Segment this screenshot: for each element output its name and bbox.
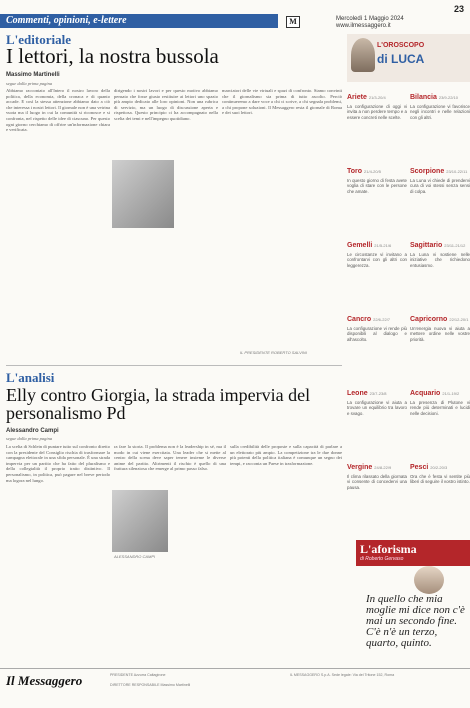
sign-dates: 21/1-19/2 [442,391,460,396]
editoriale-author: Massimo Martinelli [6,72,60,78]
astrologer-avatar [351,38,375,72]
aforisma-portrait [414,566,444,594]
sign-dates: 23/7-23/8 [369,391,387,396]
editoriale-section: L'editoriale [6,32,71,47]
footer-imprint-3: IL MESSAGGERO S.p.A. Sede legale: Via del Tritone 152, Roma [290,673,395,677]
aforisma-quote: In quello che mia moglie mi dice non c'è mai un secondo fine. C'è n'è un terzo, quarto, quinto. [366,593,465,649]
sign-text: Il clima rilassato della giornata vi consente di concedervi una pausa. [347,474,407,490]
section-band-label: Commenti, opinioni, e-lettere [6,15,127,26]
footer-brand: Il Messaggero [6,673,83,688]
sign-dates: 23/9-22/10 [438,95,458,100]
horoscope-sign-scorpione [410,160,470,226]
horoscope-sign-capricorno [410,308,470,374]
masthead-logo: M [286,16,300,28]
horoscope-sign-leone [347,382,407,448]
sign-text: La configurazione di oggi vi invita a non perdere tempo e a essere concreti nelle scelte. [347,104,407,120]
sign-text: La Luna vi chiede di prendervi cura di voi stessi senza sensi di colpa. [410,178,470,194]
sign-text: La configurazione vi favorisce negli incontri e nelle relazioni con gli altri. [410,104,470,120]
sign-dates: 20/2-20/3 [430,465,448,470]
aforisma-header [356,540,470,566]
horoscope-sign-toro [347,160,407,226]
sign-text: In questo giorno di festa avete voglia di stare con le persone che amate. [347,178,407,194]
analisi-text-2: ra fare la storia. Il problema non è la leadership in sé, ma il modo in cui viene esercitata. Una leader che si mette al centro della scena deve saper tenere insieme le diverse anime del partito. Altrimenti il rischio è quello di una frattura silenziosa che emerge al primo passo falso. [114,444,226,472]
analisi-author: Alessandro Campi [6,428,59,434]
editoriale-text-3: marciatori delle vie virtuali e spazi di confronto. Siamo convinti che il giornalismo sia prima di tutto ascolto. Perciò continueremo a dare voce a chi ci scrive, a chi segnala problemi, a chi propone soluzioni. Il Messaggero resta il giornale di Roma e dei suoi lettori. [222,88,342,116]
sign-dates: 23/10-22/11 [446,169,468,174]
section-band [0,14,278,28]
aforisma-box [356,540,470,660]
sign-text: La presenza di Plutone vi rende più determinati e lucidi nelle decisioni. [410,400,470,416]
editoriale-col-3 [222,88,342,360]
analisi-text-3: sulla credibilità delle proposte e sulla capacità di parlare a un elettorato più ampio. La competizione tra le due donne più potenti della politica italiana è comunque un segno dei tempi, e racconta un Paese in trasformazione. [230,444,342,466]
analisi-col-1 [6,444,110,664]
sign-text: La configurazione vi aiuta a trovare un equilibrio tra lavoro e svago. [347,400,407,416]
sign-dates: 24/8-22/9 [374,465,392,470]
masthead-small [286,16,466,28]
sign-text: La configurazione vi rende più disponibili al dialogo e all'ascolto. [347,326,407,342]
editoriale-headline: I lettori, la nostra bussola [6,44,219,68]
horoscope-sign-cancro [347,308,407,374]
sign-dates: 22/12-20/1 [449,317,469,322]
horoscope-sign-bilancia [410,86,470,152]
sign-name: Vergine [347,464,373,471]
footer-imprint-2: DIRETTORE RESPONSABILE Massimo Martinelli [110,683,191,687]
page-number: 23 [454,4,465,14]
sign-dates: 21/4-20/5 [364,169,381,174]
sign-name: Bilancia [410,94,437,101]
horoscope-sign-vergine [347,456,407,522]
aforisma-title: L'aforisma [360,542,417,556]
editoriale-photo [112,160,174,228]
analisi-section: L'analisi [6,370,55,385]
analisi-headline: Elly contro Giorgia, la strada impervia del personalismo Pd [6,385,311,423]
sign-text: Ora che è festa vi sentite più liberi di seguire il vostro istinto. [410,474,470,485]
sign-name: Scorpione [410,168,445,175]
analisi-photo-caption: ALESSANDRO CAMPI [114,554,156,559]
horoscope-sign-sagittario [410,234,470,300]
sign-text: Un'energia nuova vi aiuta a mettere ordine nelle vostre priorità. [410,326,470,342]
masthead-date [336,16,404,30]
analisi-text-1: La scelta di Schlein di puntare tutto sul confronto diretto con la presidente del Consiglio rischia di trasformare la campagna elettorale in una sfida personale. È una strada impervia per un partito che ha fatto del pluralismo e della collegialità il proprio tratto distintivo. Il personalismo, in politica, può pagare nel breve periodo ma logora nel lungo. [6,444,110,483]
aforisma-author: di Roberto Gervaso [360,556,404,562]
editoriale-photo-caption: IL PRESIDENTE ROBERTO SALVINI [240,350,307,355]
sign-name: Sagittario [410,242,443,249]
sign-dates: 21/5-21/6 [374,243,392,248]
analisi-photo [112,490,168,552]
sign-name: Gemelli [347,242,373,249]
horoscope-title: L'OROSCOPO [377,42,425,49]
horoscope-sign-pesci [410,456,470,522]
footer-imprint-1: PRESIDENTE Azzurra Caltagirone [110,673,166,677]
editoriale-col-1 [6,88,110,360]
sign-dates: 22/6-22/7 [373,317,391,322]
horoscope-sign-gemelli [347,234,407,300]
sign-name: Ariete [347,94,367,101]
site-url[interactable]: www.ilmessaggero.it [336,23,391,29]
analisi-kicker: segue dalla prima pagina [6,436,53,441]
analisi-col-3 [230,444,342,664]
horoscope-header [347,34,470,82]
editoriale-text-1: Abbiamo raccontato all'Intero il nostro lavoro della politica, della economia, della cronaca e di quanto accade. E così la stessa attenzione abbiamo dato a ciò che interessa i nostri lettori. Il giornale non è una vetrina vuota ma il luogo in cui la comunità si riconosce e si confronta, nel rispetto delle idee di ciascuno. Per questo ogni giorno cerchiamo di offrire un'informazione chiara e verificata. [6,88,110,133]
horoscope-sign-acquario [410,382,470,448]
horoscope-subtitle: di LUCA [377,52,425,66]
sign-text: La Luna vi sostiene nelle iniziative che richiedono entusiasmo. [410,252,470,268]
section-divider [6,365,342,366]
sign-name: Capricorno [410,316,448,323]
sign-dates: 23/11-21/12 [444,243,466,248]
sign-name: Leone [347,390,368,397]
sign-name: Cancro [347,316,372,323]
sign-name: Acquario [410,390,441,397]
editoriale-text-2: dirigendo i nostri lavori e per questo motivo abbiamo pensato che fosse giusto restituire ai lettori uno spazio più ampio dedicato alle loro opinioni. Non una rubrica di servizio, ma un luogo di discussione aperta e rispettosa. Questo principio ci ha accompagnato nella scelta dei temi e nell'impegno quotidiano. [114,88,218,121]
sign-name: Toro [347,168,363,175]
sign-name: Pesci [410,464,429,471]
sign-dates: 21/3-20/4 [368,95,386,100]
horoscope-box [347,34,470,532]
editoriale-kicker: segue dalla prima pagina [6,81,53,86]
date-line: Mercoledì 1 Maggio 2024 [336,16,404,22]
page-footer [0,668,470,708]
sign-text: Le circostanze vi invitano a confrontarvi con gli altri con leggerezza. [347,252,407,268]
horoscope-sign-ariete [347,86,407,152]
